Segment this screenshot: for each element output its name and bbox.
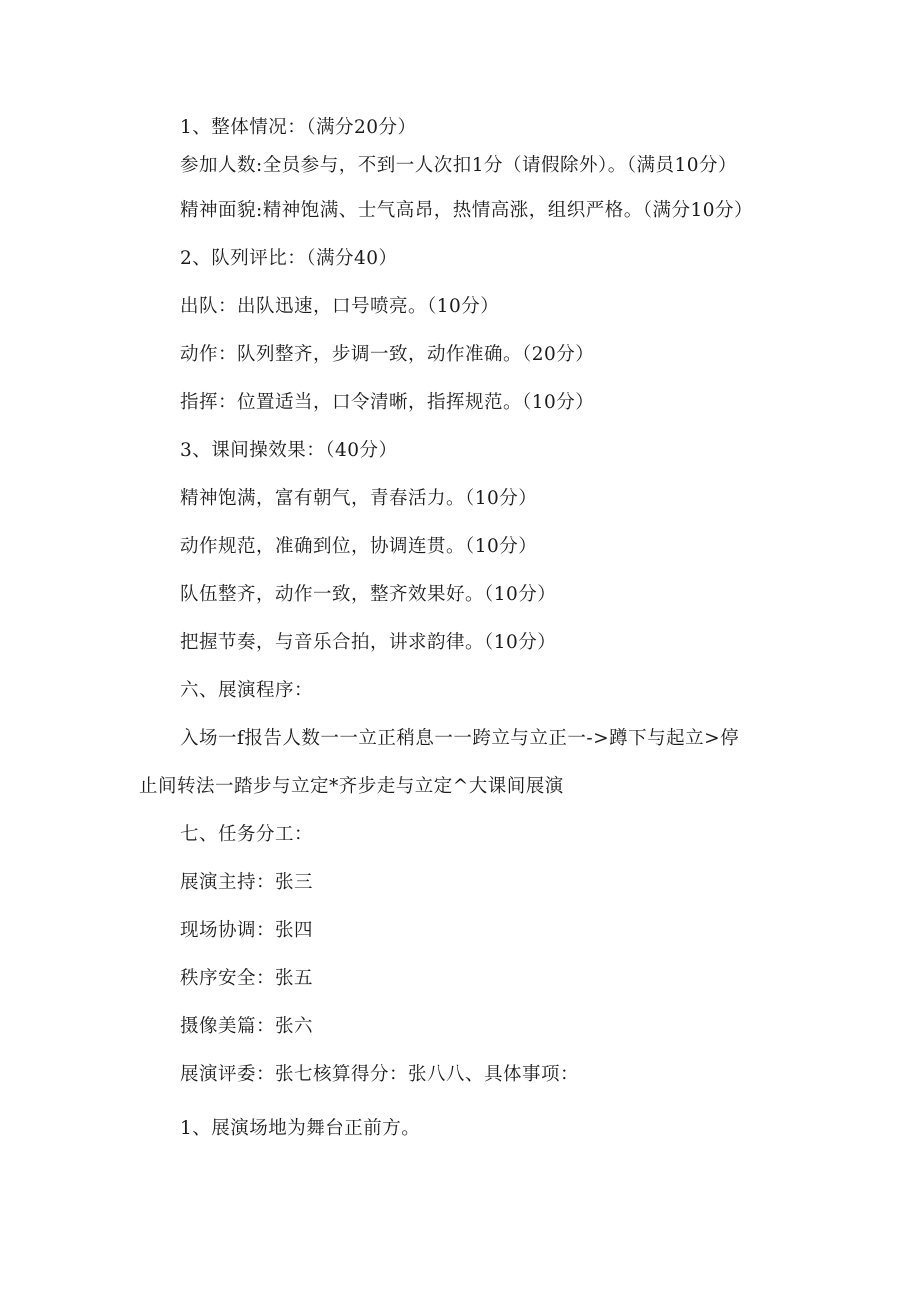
paragraph-spirit: 精神面貌:精神饱满、士气高昂，热情高涨，组织严格。（满分10分） xyxy=(180,200,754,221)
section-7-heading: 七、任务分工： xyxy=(180,824,314,845)
item-venue: 1、展演场地为舞台正前方。 xyxy=(180,1118,421,1139)
task-coordination: 现场协调：张四 xyxy=(180,920,314,941)
paragraph-energy: 精神饱满，富有朝气，青春活力。（10分） xyxy=(180,488,538,509)
section-3-heading: 3、课间操效果：（40分） xyxy=(180,440,398,461)
task-safety: 秩序安全：张五 xyxy=(180,968,314,989)
procedure-line-1: 入场一f报告人数一一立正稍息一一跨立与立正一->蹲下与起立>停 xyxy=(180,728,740,749)
section-2-heading: 2、队列评比：（满分40） xyxy=(180,248,398,269)
task-photography: 摄像美篇：张六 xyxy=(180,1016,314,1037)
paragraph-uniformity: 队伍整齐，动作一致，整齐效果好。（10分） xyxy=(180,584,557,605)
section-1-heading: 1、整体情况：（满分20分） xyxy=(180,117,417,138)
paragraph-rhythm: 把握节奏，与音乐合拍，讲求韵律。（10分） xyxy=(180,632,557,653)
task-host: 展演主持：张三 xyxy=(180,872,314,893)
section-6-heading: 六、展演程序： xyxy=(180,680,314,701)
task-judges: 展演评委：张七核算得分：张八八、具体事项： xyxy=(180,1064,580,1085)
paragraph-movement: 动作：队列整齐，步调一致，动作准确。（20分） xyxy=(180,344,595,365)
paragraph-command: 指挥：位置适当，口令清晰，指挥规范。（10分） xyxy=(180,392,595,413)
paragraph-departure: 出队：出队迅速，口号喷亮。（10分） xyxy=(180,296,500,317)
procedure-line-2: 止间转法一踏步与立定*齐步走与立定^大课间展演 xyxy=(139,776,564,797)
paragraph-attendance: 参加人数:全员参与，不到一人次扣1分（请假除外）。（满员10分） xyxy=(180,155,738,176)
paragraph-standard: 动作规范，准确到位，协调连贯。（10分） xyxy=(180,536,538,557)
